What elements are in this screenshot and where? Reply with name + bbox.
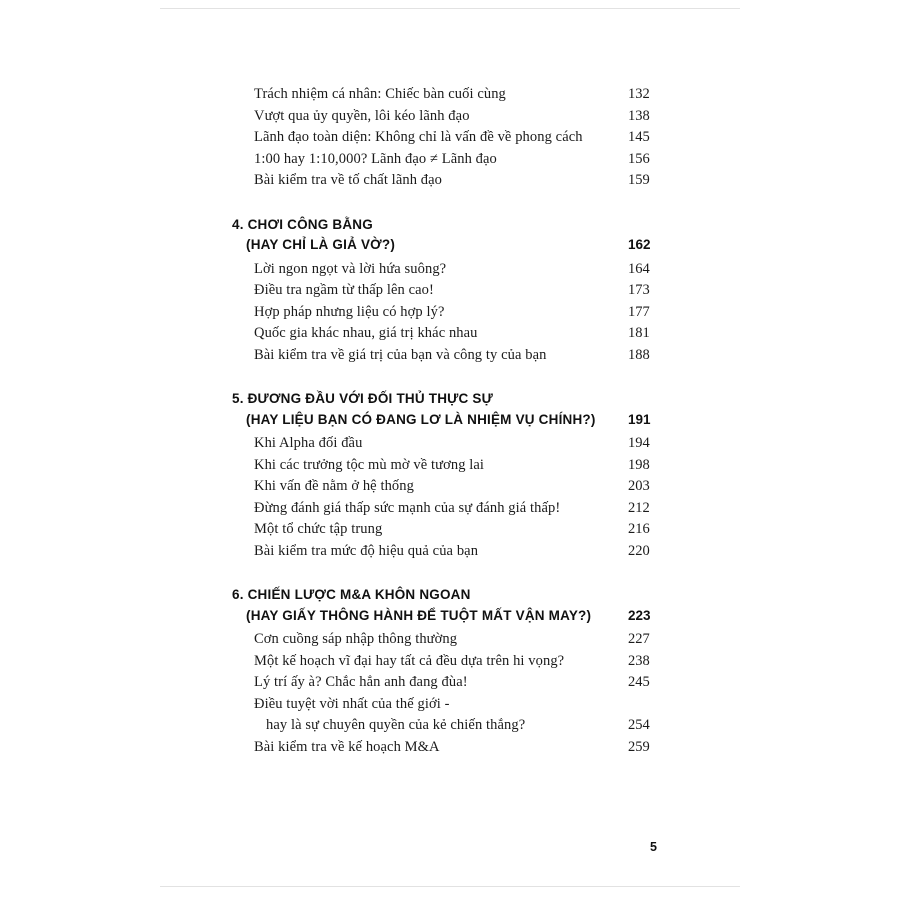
toc-chapter-page: 162 (628, 237, 651, 252)
toc-row[interactable] (232, 149, 662, 171)
toc-row[interactable] (232, 498, 662, 520)
toc-entry-title: Bài kiểm tra về kế hoạch M&A (254, 738, 440, 755)
page-trim-bottom (160, 886, 740, 887)
toc-row[interactable] (232, 455, 662, 477)
toc-entry-title: Hợp pháp nhưng liệu có hợp lý? (254, 303, 445, 320)
toc-entry-page: 138 (628, 107, 650, 124)
toc-entry-page: 188 (628, 346, 650, 363)
toc-entry-page: 227 (628, 631, 650, 647)
toc-chapter-page: 223 (628, 607, 651, 623)
toc-entry-title: Khi các trưởng tộc mù mờ về tương lai (254, 456, 485, 473)
toc-entry-page: 220 (628, 542, 650, 559)
toc-row[interactable] (232, 672, 662, 694)
toc-entry-page: 194 (628, 435, 650, 451)
toc-row[interactable] (232, 259, 662, 281)
toc-entry-page: 238 (628, 652, 650, 669)
toc-entry-page: 181 (628, 325, 650, 341)
toc-row[interactable] (232, 84, 662, 106)
toc-chapter-items (232, 629, 662, 758)
toc-entry-title: Khi Alpha đối đầu (254, 435, 363, 451)
toc-row[interactable] (232, 433, 662, 455)
toc-entry-page: 259 (628, 738, 650, 755)
toc-chapter (232, 218, 662, 367)
toc-chapter (232, 588, 662, 758)
toc-chapter-items (232, 433, 662, 562)
toc-entry-title: Bài kiểm tra mức độ hiệu quả của bạn (254, 542, 479, 559)
toc-chapter-subheading: (HAY LIỆU BẠN CÓ ĐANG LƠ LÀ NHIỆM VỤ CHÍNH?) (246, 411, 596, 427)
toc-chapter-heading: 4. CHƠI CÔNG BẰNG (232, 216, 373, 232)
toc-entry-title: Bài kiểm tra về giá trị của bạn và công ty của bạn (254, 346, 547, 363)
toc-entry-title: Bài kiểm tra về tố chất lãnh đạo (254, 172, 443, 188)
toc-row[interactable] (232, 541, 662, 563)
toc-entry-title: Điều tuyệt vời nhất của thế giới - (254, 695, 450, 712)
toc-chapter-subheading: (HAY CHỈ LÀ GIẢ VỜ?) (246, 237, 396, 252)
toc-entry-title: Điều tra ngầm từ thấp lên cao! (254, 282, 434, 298)
toc-entry-page: 164 (628, 260, 650, 277)
toc-entry-title: Lời ngon ngọt và lời hứa suông? (254, 260, 447, 277)
toc-row[interactable] (232, 715, 662, 737)
table-of-contents (232, 84, 662, 758)
page-number: 5 (650, 840, 657, 854)
toc-entry-page: 132 (628, 86, 650, 102)
toc-chapter-heading-row[interactable] (232, 392, 662, 406)
toc-entry-title: Khi vấn đề nằm ở hệ thống (254, 478, 414, 494)
toc-entry-page: 254 (628, 717, 650, 733)
toc-entry-page: 173 (628, 282, 650, 298)
toc-entry-page: 198 (628, 456, 650, 473)
toc-chapter-subheading-row[interactable] (232, 406, 662, 427)
toc-chapter-heading-row[interactable] (232, 218, 662, 232)
toc-row[interactable] (232, 280, 662, 302)
toc-entry-page: 203 (628, 478, 650, 494)
toc-row[interactable] (232, 694, 662, 716)
toc-row[interactable] (232, 170, 662, 192)
toc-row[interactable] (232, 651, 662, 673)
toc-entry-page: 177 (628, 303, 650, 320)
toc-entry-title: Một kế hoạch vĩ đại hay tất cả đều dựa trên hi vọng? (254, 652, 565, 669)
toc-entry-title: Quốc gia khác nhau, giá trị khác nhau (254, 325, 478, 341)
toc-chapter-subheading: (HAY GIẤY THÔNG HÀNH ĐỂ TUỘT MẤT VẬN MAY?) (246, 607, 592, 623)
toc-row[interactable] (232, 106, 662, 128)
toc-entry-title: Cơn cuồng sáp nhập thông thường (254, 631, 458, 647)
toc-row[interactable] (232, 737, 662, 759)
toc-chapter-items (232, 259, 662, 367)
toc-chapter-subheading-row[interactable] (232, 231, 662, 252)
toc-entry-page: 145 (628, 129, 650, 145)
toc-chapter-heading: 6. CHIẾN LƯỢC M&A KHÔN NGOAN (232, 587, 471, 602)
toc-chapter-subheading-row[interactable] (232, 602, 662, 623)
toc-row[interactable] (232, 323, 662, 345)
toc-top-entries (232, 84, 662, 192)
toc-row[interactable] (232, 519, 662, 541)
toc-entry-title: Lãnh đạo toàn diện: Không chỉ là vấn đề về phong cách (254, 129, 583, 145)
toc-entry-page: 159 (628, 172, 650, 188)
toc-entry-title: Trách nhiệm cá nhân: Chiếc bàn cuối cùng (254, 86, 506, 102)
toc-entry-page: 156 (628, 150, 650, 167)
page-trim-top (160, 8, 740, 9)
toc-chapter-page: 191 (628, 411, 651, 427)
toc-entry-page: 212 (628, 499, 650, 516)
toc-entry-title: Đừng đánh giá thấp sức mạnh của sự đánh giá thấp! (254, 499, 561, 516)
toc-chapter-heading: 5. ĐƯƠNG ĐẦU VỚI ĐỐI THỦ THỰC SỰ (232, 391, 494, 406)
toc-row[interactable] (232, 302, 662, 324)
toc-entry-page: 245 (628, 674, 650, 690)
toc-row[interactable] (232, 629, 662, 651)
toc-chapter-heading-row[interactable] (232, 588, 662, 602)
toc-entry-title: hay là sự chuyên quyền của kẻ chiến thắng? (266, 717, 526, 733)
toc-chapter-list (232, 218, 662, 759)
toc-row[interactable] (232, 127, 662, 149)
toc-entry-title: Vượt qua ủy quyền, lôi kéo lãnh đạo (254, 107, 470, 124)
toc-entry-title: Lý trí ấy à? Chắc hẳn anh đang đùa! (254, 674, 468, 690)
toc-entry-title: Một tổ chức tập trung (254, 521, 383, 537)
toc-row[interactable] (232, 476, 662, 498)
toc-row[interactable] (232, 345, 662, 367)
toc-entry-title: 1:00 hay 1:10,000? Lãnh đạo ≠ Lãnh đạo (254, 150, 497, 167)
toc-chapter (232, 392, 662, 562)
toc-entry-page: 216 (628, 521, 650, 537)
